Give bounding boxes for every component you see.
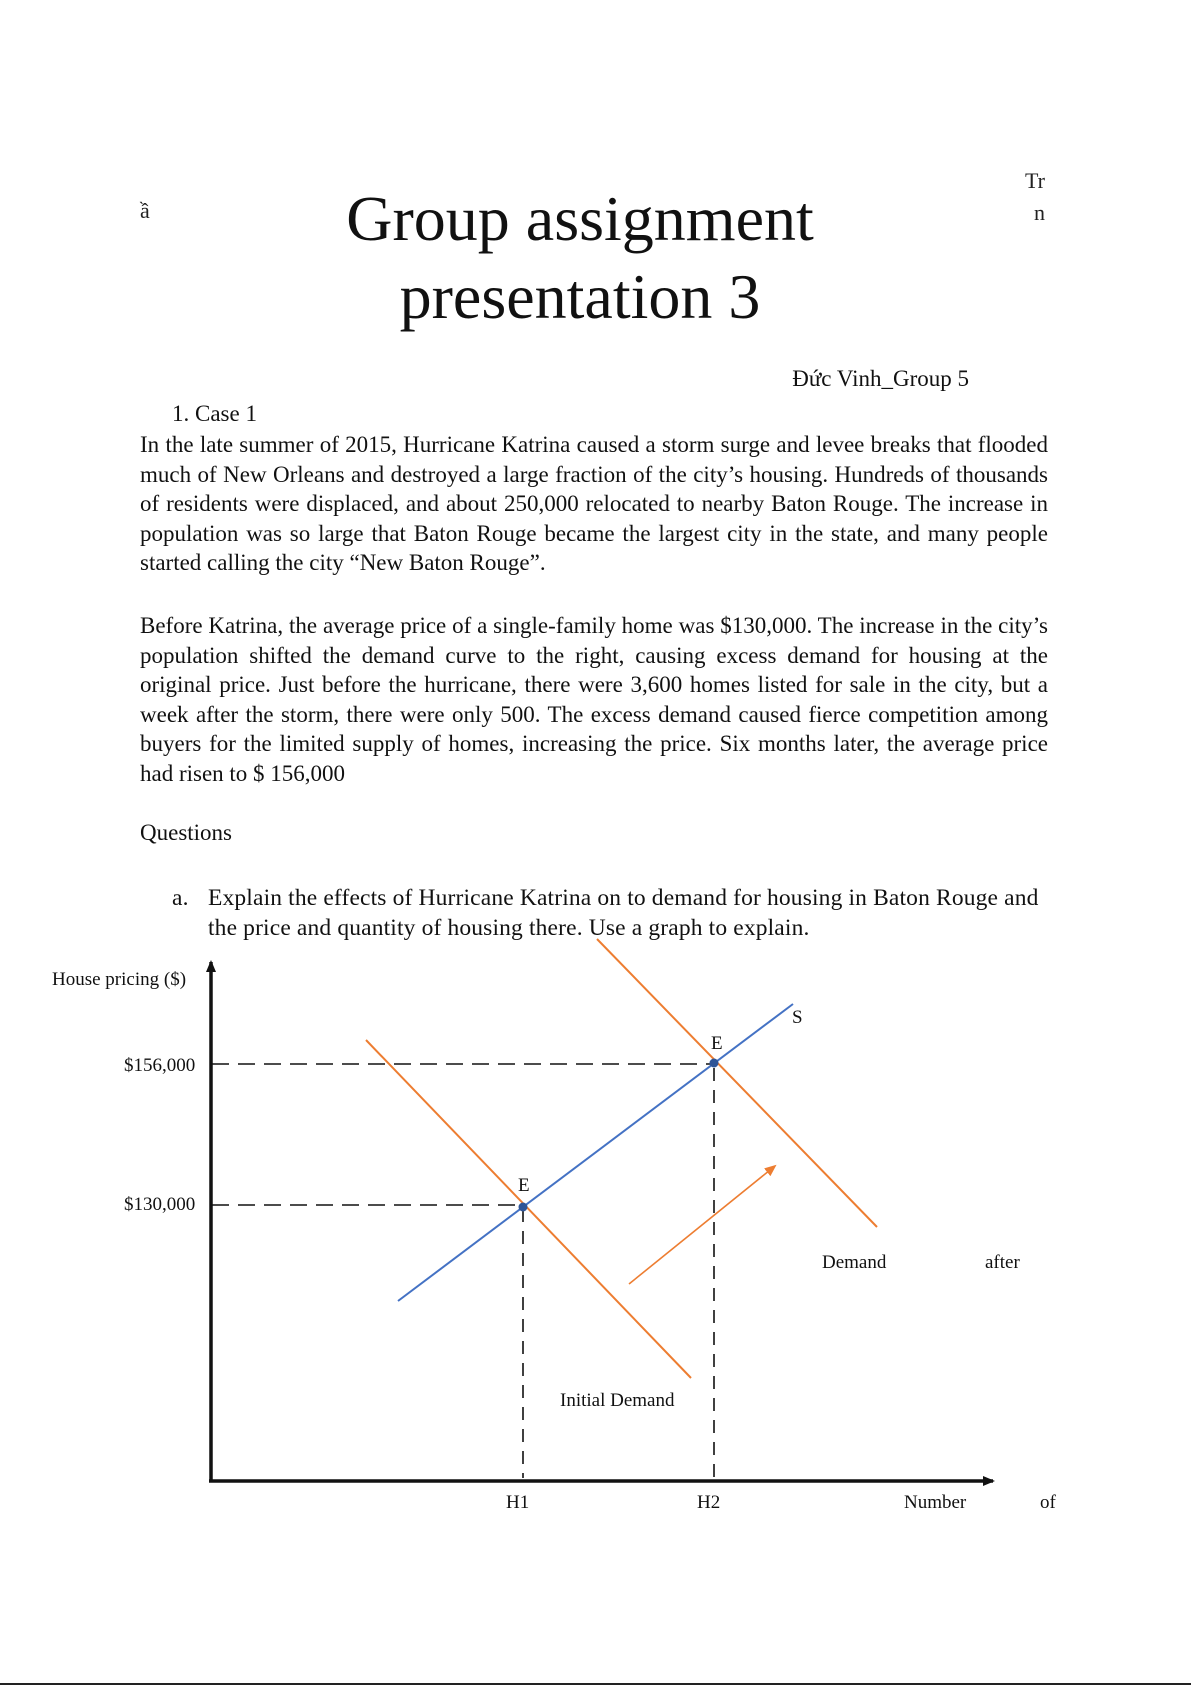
title-line-1: Group assignment	[346, 183, 814, 254]
x-tick-h1: H1	[506, 1492, 530, 1513]
questions-heading: Questions	[140, 820, 232, 845]
y-axis-label: House pricing ($)	[52, 969, 187, 990]
equilibrium-point-1	[519, 1203, 528, 1212]
y-tick-130000: $130,000	[124, 1194, 196, 1215]
initial-demand-label: Initial Demand	[560, 1390, 675, 1411]
title-line-2: presentation 3	[399, 261, 761, 332]
supply-label: S	[792, 1007, 803, 1028]
demand-after-label-word-1: Demand	[822, 1252, 887, 1273]
y-tick-156000: $156,000	[124, 1055, 196, 1076]
initial-demand-curve	[366, 1040, 691, 1378]
x-axis-label-word-1: Number	[904, 1492, 967, 1513]
demand-after-curve	[597, 939, 877, 1227]
question-a-marker: a.	[172, 885, 189, 911]
equilibrium-label-1: E	[518, 1175, 530, 1196]
demand-shift-arrow	[629, 1166, 775, 1284]
equilibrium-label-2: E	[711, 1033, 723, 1054]
demand-after-label-word-2: after	[985, 1252, 1020, 1273]
supply-curve	[398, 1004, 793, 1301]
paragraph-2: Before Katrina, the average price of a single-family home was $130,000. The increase in the city’s population shifted the demand curve to the right, causing excess demand for housing at the original price. Just before the hurricane, there were 3,600 homes listed for sale in the city, but a week after the storm, there were only 500. The excess demand caused fierce competition among buyers for the limited supply of homes, increasing the price. Six months later, the average price had risen to $ 156,000	[140, 613, 1048, 786]
paragraph-1: In the late summer of 2015, Hurricane Katrina caused a storm surge and levee breaks that flooded much of New Orleans and destroyed a large fraction of the city’s housing. Hundreds of thousands of residents were displaced, and about 250,000 relocated to nearby Baton Rouge. The increase in population was so large that Baton Rouge became the largest city in the state, and many people started calling the city “New Baton Rouge”.	[140, 432, 1048, 575]
x-axis-label-word-2: of	[1040, 1492, 1056, 1513]
equilibrium-point-2	[710, 1059, 719, 1068]
case-heading: 1. Case 1	[172, 401, 257, 426]
header-right-fragment-2: n	[1034, 200, 1045, 225]
author-line: Đức Vinh_Group 5	[792, 366, 969, 391]
x-tick-h2: H2	[697, 1492, 721, 1513]
header-left-fragment: ầ	[140, 198, 150, 223]
header-right-fragment-1: Tr	[1025, 168, 1045, 193]
question-a-text: Explain the effects of Hurricane Katrina on to demand for housing in Baton Rouge and the price and quantity of housing there. Use a graph to explain.	[208, 885, 1039, 941]
